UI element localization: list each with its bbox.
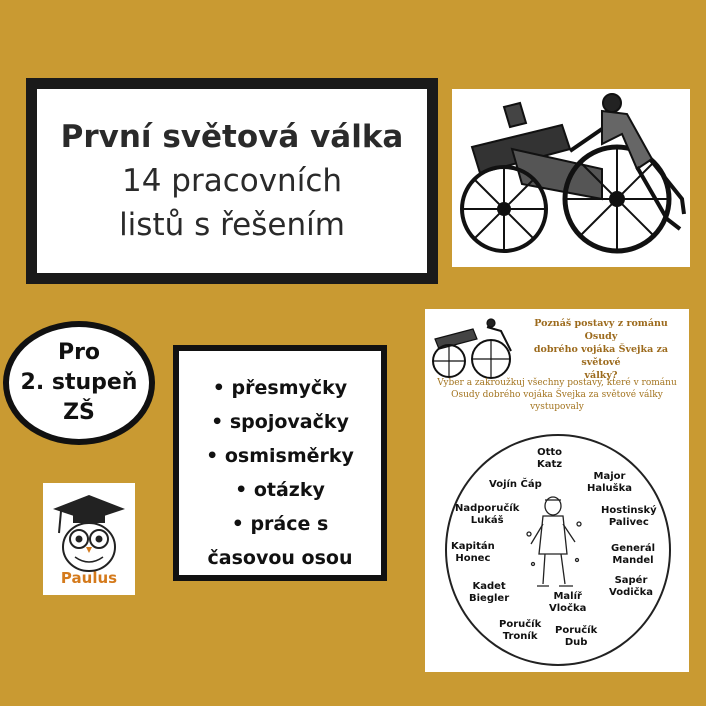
instruction-line: Osudy dobrého vojáka Švejka za světové války vystupovaly	[451, 390, 663, 412]
character-name: Kadet Biegler	[469, 581, 510, 604]
title-box	[26, 78, 438, 284]
instruction-line: Vyber a zakroužkuj všechny postavy, které v románu	[437, 378, 677, 388]
character-name: Otto Katz	[537, 447, 563, 470]
gatling-gun-illustration	[452, 89, 690, 267]
feature-item: • přesmyčky	[212, 377, 348, 399]
feature-item: • práce s	[231, 513, 329, 535]
title-line-3: listů s řešením	[119, 207, 345, 243]
owl-icon	[43, 483, 135, 573]
badge-line-1: Pro	[57, 340, 101, 365]
character-name: Poručík Troník	[499, 619, 542, 642]
worksheet-title-line: Poznáš postavy z románu Osudy	[534, 318, 668, 342]
worksheet-title-line: války?	[584, 370, 618, 381]
worksheet-title	[518, 317, 684, 382]
character-name: Malíř Vločka	[549, 591, 587, 614]
paulus-logo	[43, 483, 135, 595]
worksheet-instructions	[427, 377, 687, 413]
title-line-2: 14 pracovních	[121, 163, 343, 199]
character-name: Major Haluška	[587, 471, 633, 494]
logo-text: Paulus	[60, 569, 118, 587]
title-panel	[37, 89, 427, 273]
feature-item: časovou osou	[207, 547, 353, 569]
target-grade-badge	[3, 321, 155, 445]
feature-item: • otázky	[235, 479, 325, 501]
feature-item: • spojovačky	[211, 411, 349, 433]
worksheet-title-line: dobrého vojáka Švejka za světové	[533, 344, 669, 368]
character-name: Nadporučík Lukáš	[455, 503, 520, 526]
worksheet-preview	[425, 309, 689, 672]
character-name: Sapér Vodička	[609, 575, 653, 598]
title-line-1: První světová válka	[60, 119, 404, 155]
character-name: Vojín Čáp	[489, 479, 542, 490]
badge-line-3: ZŠ	[63, 400, 95, 425]
gatling-gun-icon	[452, 89, 690, 267]
small-gatling-gun-icon	[429, 317, 517, 381]
character-name: Poručík Dub	[555, 625, 598, 648]
feature-item: • osmisměrky	[206, 445, 354, 467]
feature-list	[173, 345, 387, 581]
badge-line-2: 2. stupeň	[20, 370, 138, 395]
character-name: Generál Mandel	[611, 543, 655, 566]
svejk-figure-icon	[523, 494, 587, 594]
character-name: Kapitán Honec	[451, 541, 495, 564]
character-name: Hostinský Palivec	[601, 505, 657, 528]
